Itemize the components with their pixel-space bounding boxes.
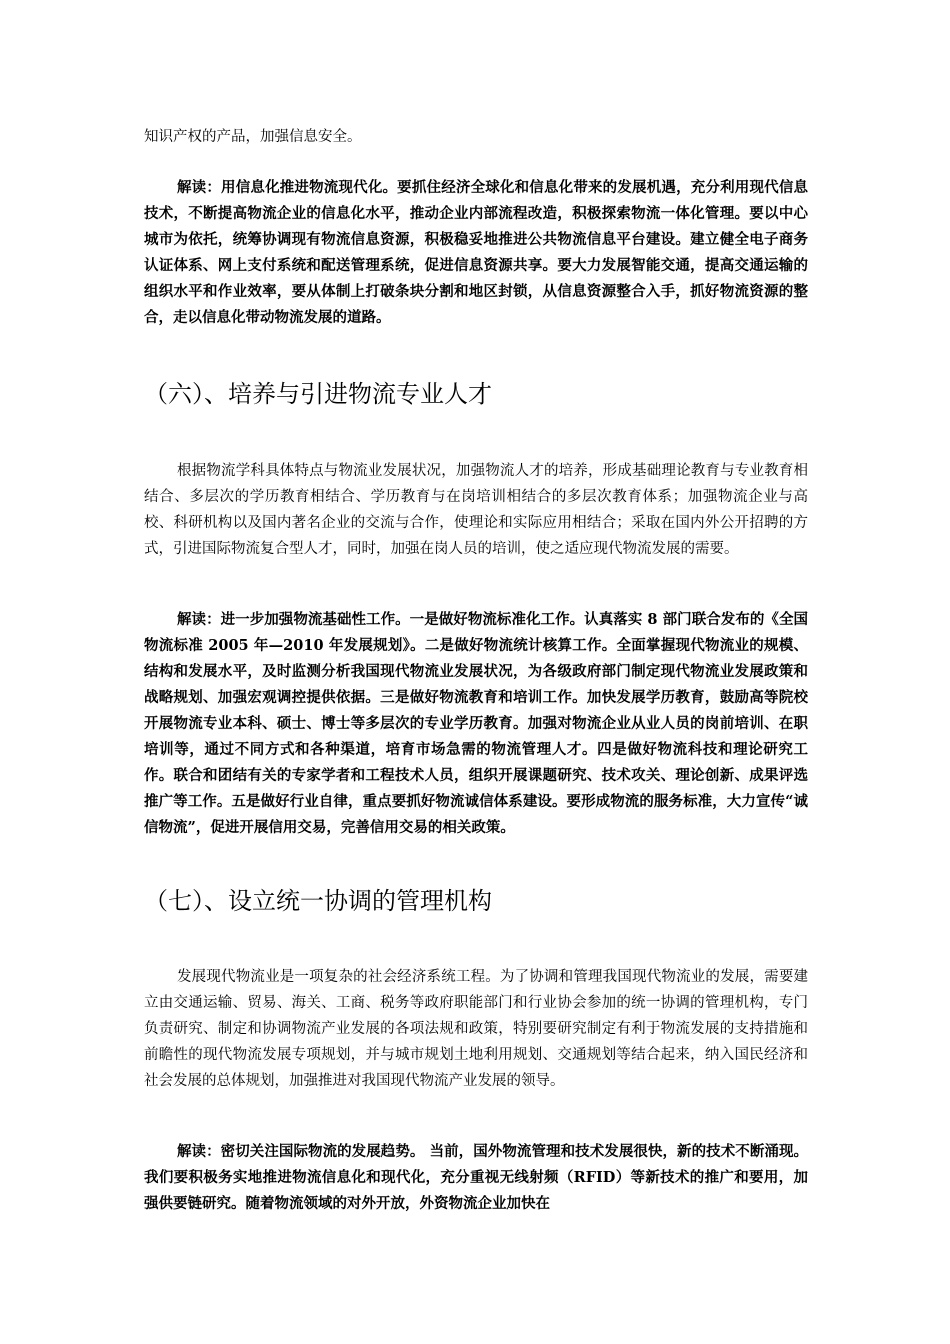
paragraph-interpretation-1: 解读：用信息化推进物流现代化。要抓住经济全球化和信息化带来的发展机遇，充分利用现代信息技术，不断提高物流企业的信息化水平，推动企业内部流程改造，积极探索物流一体化管理。要以中心城市为依托，统筹协调现有物流信息资源，积极稳妥地推进公共物流信息平台建设。建立健全电子商务认证体系、网上支付系统和配送管理系统，促进信息资源共享。要大力发展智能交通，提高交通运输的组织水平和作业效率，要从体制上打破条块分割和地区封锁，从信息资源整合入手，抓好物流资源的整合，走以信息化带动物流发展的道路。 — [144, 179, 808, 326]
paragraph-continuation: 知识产权的产品，加强信息安全。 — [144, 129, 362, 145]
paragraph-section-6: 根据物流学科具体特点与物流业发展状况，加强物流人才的培养，形成基础理论教育与专业教育相结合、多层次的学历教育相结合、学历教育与在岗培训相结合的多层次教育体系；加强物流企业与高校、科研机构以及国内著名企业的交流与合作，使理论和实际应用相结合；采取在国内外公开招聘的方式，引进国际物流复合型人才，同时，加强在岗人员的培训，使之适应现代物流发展的需要。 — [144, 463, 808, 557]
paragraph-section-7: 发展现代物流业是一项复杂的社会经济系统工程。为了协调和管理我国现代物流业的发展，需要建立由交通运输、贸易、海关、工商、税务等政府职能部门和行业协会参加的统一协调的管理机构，专门负责研究、制定和协调物流产业发展的各项法规和政策，特别要研究制定有利于物流发展的支持措施和前瞻性的现代物流发展专项规划，并与城市规划土地利用规划、交通规划等结合起来，纳入国民经济和社会发展的总体规划，加强推进对我国现代物流产业发展的领导。 — [144, 969, 808, 1089]
paragraph-interpretation-3: 解读：密切关注国际物流的发展趋势。 当前，国外物流管理和技术发展很快，新的技术不断涌现。我们要积极务实地推进物流信息化和现代化，充分重视无线射频（RFID）等新技术的推广和要用，加强供要链研究。随着物流领域的对外开放，外资物流企业加快在 — [144, 1143, 808, 1212]
paragraph-interpretation-2: 解读：进一步加强物流基础性工作。一是做好物流标准化工作。认真落实 8 部门联合发布的《全国物流标准 2005 年—2010 年发展规划》。二是做好物流统计核算工作。全面掌握现代物流业的规模、结构和发展水平，及时监测分析我国现代物流业发展状况，为各级政府部门制定现代物流业发展政策和战略规划、加强宏观调控提供依据。三是做好物流教育和培训工作。加快发展学历教育，鼓励高等院校开展物流专业本科、硕士、博士等多层次的专业学历教育。加强对物流企业从业人员的岗前培训、在职培训等，通过不同方式和各种渠道，培育市场急需的物流管理人才。四是做好物流科技和理论研究工作。联合和团结有关的专家学者和工程技术人员，组织开展课题研究、技术攻关、理论创新、成果评选推广等工作。五是做好行业自律，重点要抓好物流诚信体系建设。要形成物流的服务标准，大力宣传“诚信物流”，促进开展信用交易，完善信用交易的相关政策。 — [144, 611, 808, 836]
section-heading-7: （七）、设立统一协调的管理机构 — [144, 887, 492, 915]
section-heading-6: （六）、培养与引进物流专业人才 — [144, 380, 492, 408]
